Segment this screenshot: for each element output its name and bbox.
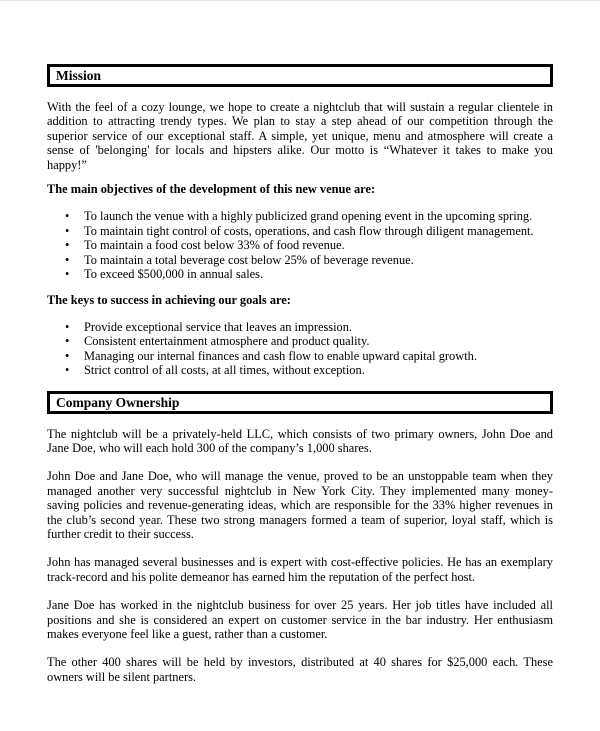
document-page	[47, 64, 553, 684]
mission-paragraph: With the feel of a cozy lounge, we hope to create a nightclub that will sustain a regular clientele in addition to attracting trendy types. We plan to stay a step ahead of our competition through the superior service of our exceptional staff. A simple, yet unique, menu and atmosphere will create a sense of 'belonging' for locals and hipsters alike. Our motto is “Whatever it takes to make you happy!”	[47, 100, 553, 172]
list-item-text: To maintain a total beverage cost below 25% of beverage revenue.	[84, 252, 414, 267]
list-item	[47, 334, 553, 348]
ownership-paragraph-5: The other 400 shares will be held by investors, distributed at 40 shares for $25,000 each. These owners will be silent partners.	[47, 655, 553, 684]
mission-title: Mission	[56, 68, 102, 83]
bullet-icon: •	[65, 319, 70, 334]
list-item-text: Provide exceptional service that leaves an impression.	[84, 319, 353, 334]
list-item	[47, 238, 553, 252]
list-item	[47, 209, 553, 223]
mission-section-header	[47, 64, 553, 87]
list-item-text: Consistent entertainment atmosphere and product quality.	[84, 334, 370, 349]
bullet-icon: •	[65, 252, 70, 267]
bullet-icon: •	[65, 209, 70, 224]
list-item-text: To maintain tight control of costs, operations, and cash flow through diligent management.	[84, 223, 534, 238]
bullet-icon: •	[65, 267, 70, 282]
list-item-text: Managing our internal finances and cash flow to enable upward capital growth.	[84, 348, 477, 363]
bullet-icon: •	[65, 334, 70, 349]
list-item	[47, 253, 553, 267]
bullet-icon: •	[65, 223, 70, 238]
bullet-icon: •	[65, 238, 70, 253]
ownership-section-header	[47, 391, 553, 414]
ownership-paragraph-1: The nightclub will be a privately-held LLC, which consists of two primary owners, John Doe and Jane Doe, who will each hold 300 of the company’s 1,000 shares.	[47, 426, 553, 455]
ownership-paragraph-2: John Doe and Jane Doe, who will manage the venue, proved to be an unstoppable team when they managed another very successful nightclub in New York City. They implemented many money-saving policies and revenue-generating ideas, which are responsible for the 33% higher revenues in the club’s second year. These two strong managers formed a team of superior, loyal staff, which is further credit to their success.	[47, 469, 553, 541]
bullet-icon: •	[65, 348, 70, 363]
list-item	[47, 363, 553, 377]
objectives-list	[47, 209, 553, 281]
bullet-icon: •	[65, 363, 70, 378]
keys-list	[47, 320, 553, 378]
keys-heading: The keys to success in achieving our goals are:	[47, 293, 291, 308]
list-item	[47, 349, 553, 363]
ownership-paragraph-3: John has managed several businesses and is expert with cost-effective policies. He has an exemplary track-record and his polite demeanor has earned him the reputation of the perfect host.	[47, 555, 553, 584]
ownership-title: Company Ownership	[56, 394, 180, 410]
list-item-text: To exceed $500,000 in annual sales.	[84, 267, 264, 282]
list-item	[47, 224, 553, 238]
list-item	[47, 320, 553, 334]
objectives-heading: The main objectives of the development of this new venue are:	[47, 182, 376, 197]
list-item-text: To maintain a food cost below 33% of food revenue.	[84, 238, 345, 253]
list-item	[47, 267, 553, 281]
list-item-text: Strict control of all costs, at all times, without exception.	[84, 363, 365, 378]
list-item-text: To launch the venue with a highly publicized grand opening event in the upcoming spring.	[84, 209, 533, 224]
ownership-paragraph-4: Jane Doe has worked in the nightclub business for over 25 years. Her job titles have included all positions and she is considered an expert on customer service in the bar industry. Her enthusiasm makes everyone feel like a guest, rather than a customer.	[47, 598, 553, 641]
